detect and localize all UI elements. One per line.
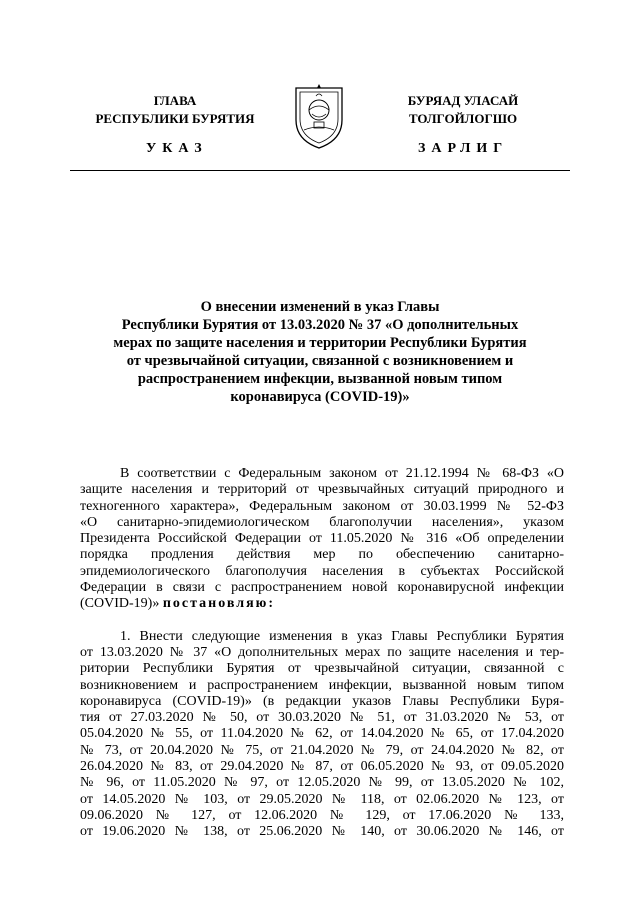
header-rule <box>70 170 570 171</box>
body-line: коронавируса (COVID-19)» (в редакции указов Главы Республики Буря- <box>80 693 564 709</box>
title-line: Республики Бурятия от 13.03.2020 № 37 «О дополнительных <box>121 317 519 333</box>
issuer-left-line2: РЕСПУБЛИКИ БУРЯТИЯ <box>95 111 255 126</box>
document-title <box>100 298 540 406</box>
title-line: распространением инфекции, вызванной новым типом <box>137 371 503 387</box>
issuer-right <box>368 92 558 128</box>
body-line: Президента Российской Федерации от 11.05.2020 № 316 «Об определении <box>80 531 564 547</box>
body-line: эпидемиологического благополучия населения в субъектах Российской <box>80 563 564 579</box>
body-line: от 19.06.2020 № 138, от 25.06.2020 № 140, от 30.06.2020 № 146, от <box>80 824 564 840</box>
title-line: мерах по защите населения и территории Республики Бурятия <box>113 335 527 351</box>
body-line: 09.06.2020 № 127, от 12.06.2020 № 129, от 17.06.2020 № 133, <box>80 807 564 823</box>
body-line: возникновением и распространением инфекции, вызванной новым типом <box>80 677 564 693</box>
body-line: 1. Внести следующие изменения в указ Главы Республики Бурятия <box>120 628 564 644</box>
issuer-right-line1: БУРЯАД УЛАСАЙ <box>407 93 519 108</box>
decree-word: постановляю: <box>162 596 276 612</box>
body-line: от 13.03.2020 № 37 «О дополнительных мерах по защите населения и тер- <box>80 644 564 660</box>
item-1-paragraph <box>80 629 564 841</box>
body-line: Федерации в связи с распространением новой коронавирусной инфекции <box>80 580 564 596</box>
preamble-tail: (COVID-19)» <box>80 596 160 612</box>
document-kind-left: УКАЗ <box>146 141 208 156</box>
buryatia-coat-of-arms-icon <box>290 80 348 150</box>
body-line: 05.04.2020 № 55, от 11.04.2020 № 62, от 14.04.2020 № 65, от 17.04.2020 <box>80 726 564 742</box>
body-line: ритории Республики Бурятия от чрезвычайной ситуации, связанной с <box>80 661 564 677</box>
document-kind-right: ЗАРЛИГ <box>418 141 509 156</box>
body-line: № 73, от 20.04.2020 № 75, от 21.04.2020 № 79, от 24.04.2020 № 82, от <box>80 742 564 758</box>
body-line: от 14.05.2020 № 103, от 29.05.2020 № 118, от 02.06.2020 № 123, от <box>80 791 564 807</box>
issuer-left <box>80 92 270 128</box>
body-line: тия от 27.03.2020 № 50, от 30.03.2020 № 51, от 31.03.2020 № 53, от <box>80 710 564 726</box>
issuer-right-line2: ТОЛГОЙЛОГШО <box>408 111 518 126</box>
title-line: О внесении изменений в указ Главы <box>200 299 440 315</box>
body-line: порядка продления действия мер по обеспечению санитарно- <box>80 547 564 563</box>
body-line: защите населения и территорий от чрезвычайных ситуаций природного и <box>80 482 564 498</box>
issuer-left-line1: ГЛАВА <box>153 93 197 108</box>
preamble-paragraph <box>80 466 564 613</box>
title-line: коронавируса (COVID-19)» <box>230 389 410 405</box>
body-line <box>80 596 564 612</box>
body-line: № 96, от 11.05.2020 № 97, от 12.05.2020 № 99, от 13.05.2020 № 102, <box>80 775 564 791</box>
body-line: «О санитарно-эпидемиологическом благополучии населения», указом <box>80 514 564 530</box>
body-line: В соответствии с Федеральным законом от 21.12.1994 № 68-ФЗ «О <box>120 466 564 481</box>
body-line: техногенного характера», Федеральным законом от 30.03.1999 № 52-ФЗ <box>80 498 564 514</box>
body-line: 26.04.2020 № 83, от 29.04.2020 № 87, от 06.05.2020 № 93, от 09.05.2020 <box>80 759 564 775</box>
document-body <box>80 466 564 841</box>
title-line: от чрезвычайной ситуации, связанной с возникновением и <box>126 353 514 369</box>
